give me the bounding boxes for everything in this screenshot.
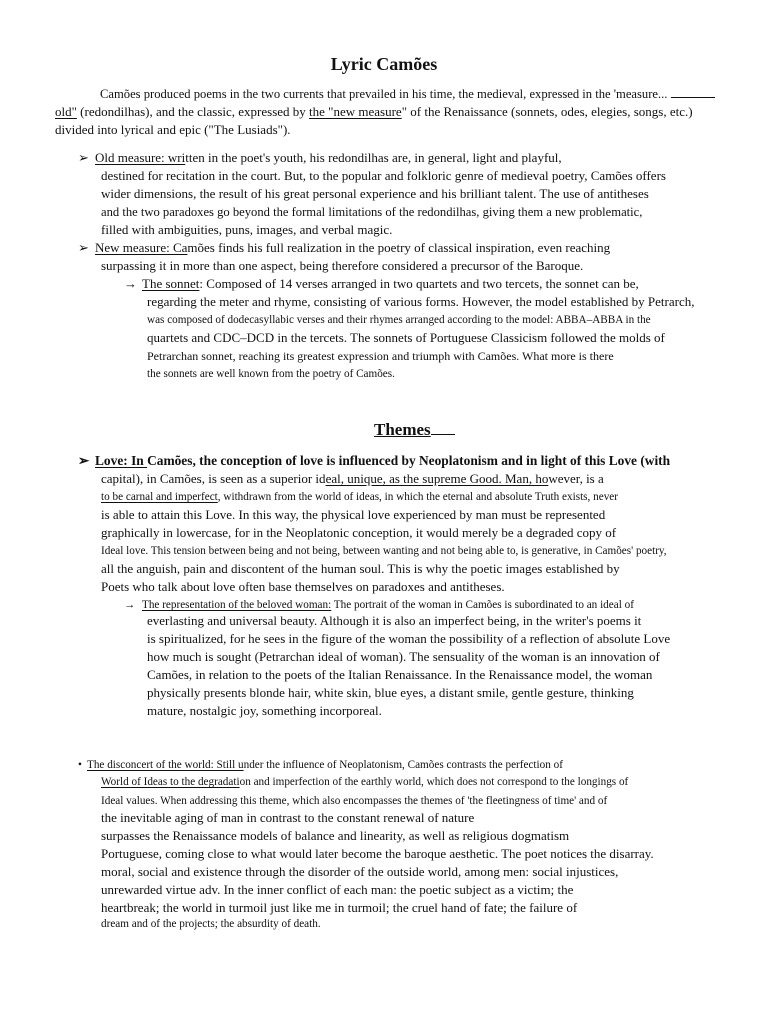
sonnet-line-4: quartets and CDC–DCD in the tercets. The sonnets of Portuguese Classicism followed the molds of (147, 330, 665, 345)
love-line-2: capital), in Camões, is seen as a superior ideal, unique, as the supreme Good. Man, however, is a (101, 471, 604, 486)
beloved-label: The representation of the beloved woman: (142, 599, 332, 611)
right-arrow-icon: → (124, 599, 136, 611)
love-line-3: to be carnal and imperfect, withdrawn from the world of ideas, in which the eternal and absolute Truth exists, never (101, 491, 618, 503)
love-item: ➢ Love: In Camões, the conception of love is influenced by Neoplatonism and in light of this Love (with (78, 453, 671, 468)
disconcert-line-9: heartbreak; the world in turmoil just like me in turmoil; the cruel hand of fate; the failure of (101, 900, 578, 915)
blank-line (671, 87, 715, 98)
old-measure-line-4: and the two paradoxes go beyond the formal limitations of the redondilhas, giving them a new problematic, (101, 205, 643, 219)
love-line-6: Ideal love. This tension between being and not being, between wanting and not being able to, is generative, in Camões' poetry, (101, 545, 667, 557)
love-line-7: all the anguish, pain and discontent of the human soul. This is why the poetic images established by (101, 561, 620, 576)
intro-line-3: divided into lyrical and epic ("The Lusiads"). (55, 122, 291, 137)
disconcert-line-5: surpasses the Renaissance models of balance and linearity, as well as religious dogmatism (101, 828, 570, 843)
old-measure-line-3: wider dimensions, the result of his great personal experience and his brilliant talent. The use of antitheses (101, 186, 649, 201)
love-line-8: Poets who talk about love often base themselves on paradoxes and antitheses. (101, 579, 505, 594)
old-measure-item: ➢ Old measure: written in the poet's youth, his redondilhas are, in general, light and playful, (78, 150, 562, 165)
disconcert-line-7: moral, social and existence through the disorder of the outside world, among men: social injustices, (101, 864, 619, 879)
beloved-line-7: mature, nostalgic joy, something incorporeal. (147, 703, 382, 718)
old-measure-line-2: destined for recitation in the court. But, to the popular and folkloric genre of medieval poetry, Camões offers (101, 168, 666, 183)
beloved-line-6: physically presents blonde hair, white skin, blue eyes, a distant smile, gentle gesture, thinking (147, 685, 634, 700)
sonnet-label: The sonnet (142, 276, 200, 291)
beloved-line-2: everlasting and universal beauty. Although it is also an imperfect being, in the writer's poems it (147, 613, 642, 628)
sonnet-line-2: regarding the meter and rhyme, consisting of various forms. However, the model established by Petrarch, (147, 294, 695, 309)
love-line-5: graphically in lowercase, for in the Neoplatonic conception, it would merely be a degraded copy of (101, 525, 617, 540)
new-measure-label: New measure: Ca (95, 240, 188, 255)
bullet-arrow-icon: ➢ (78, 453, 90, 468)
disconcert-line-4: the inevitable aging of man in contrast to the constant renewal of nature (101, 810, 475, 825)
themes-heading: Themes (374, 420, 455, 440)
document-title: Lyric Camões (330, 54, 438, 74)
disconcert-line-3: Ideal values. When addressing this theme, which also encompasses the themes of 'the fleetingness of time' and of (101, 795, 608, 807)
old-measure-label: Old measure: wri (95, 150, 186, 165)
disconcert-line-6: Portuguese, coming close to what would later become the baroque aesthetic. The poet notices the disarray. (101, 846, 654, 861)
beloved-line-5: Camões, in relation to the poets of the Italian Renaissance. In the Renaissance model, the woman (147, 667, 653, 682)
sonnet-item: → The sonnet: Composed of 14 verses arranged in two quartets and two tercets, the sonnet can be, (124, 276, 639, 291)
beloved-line-3: is spiritualized, for he sees in the figure of the woman the possibility of a reflection of absolute Love (147, 631, 671, 646)
disconcert-line-10: dream and of the projects; the absurdity of death. (101, 918, 321, 930)
bullet-dot-icon: • (78, 759, 82, 771)
sonnet-line-3: was composed of dodecasyllabic verses and their rhymes arranged according to the model: ABBA–ABBA in the (147, 314, 651, 326)
disconcert-label: The disconcert of the world: Still u (87, 759, 244, 771)
intro-line-1: Camões produced poems in the two currents that prevailed in his time, the medieval, expressed in the 'measure... (100, 86, 715, 102)
blank-line (431, 420, 455, 435)
new-measure-item: ➢ New measure: Camões finds his full realization in the poetry of classical inspiration, even reaching (78, 240, 611, 255)
beloved-line-4: how much is sought (Petrarchan ideal of woman). The sensuality of the woman is an innovation of (147, 649, 660, 664)
beloved-item: → The representation of the beloved woman: The portrait of the woman in Camões is subordinated to an ideal of (124, 599, 634, 611)
old-measure-line-5: filled with ambiguities, puns, images, and verbal magic. (101, 222, 393, 237)
disconcert-item: • The disconcert of the world: Still under the influence of Neoplatonism, Camões contrasts the perfection of (78, 759, 563, 771)
intro-line-2: old" (redondilhas), and the classic, expressed by the "new measure" of the Renaissance (sonnets, odes, elegies, songs, etc.) (55, 104, 693, 119)
bullet-arrow-icon: ➢ (78, 150, 89, 165)
disconcert-line-2: World of Ideas to the degradation and imperfection of the earthly world, which does not correspond to the longings of (101, 776, 629, 788)
new-measure-line-2: surpassing it in more than one aspect, being therefore considered a precursor of the Baroque. (101, 258, 584, 273)
sonnet-line-6: the sonnets are well known from the poetry of Camões. (147, 368, 395, 380)
bullet-arrow-icon: ➢ (78, 240, 89, 255)
love-label: Love: In (95, 453, 148, 468)
love-line-4: is able to attain this Love. In this way, the physical love experienced by man must be represented (101, 507, 606, 522)
disconcert-line-8: unrewarded virtue adv. In the inner conflict of each man: the poetic subject as a victim; the (101, 882, 574, 897)
right-arrow-icon: → (124, 276, 137, 291)
sonnet-line-5: Petrarchan sonnet, reaching its greatest expression and triumph with Camões. What more is there (147, 349, 614, 363)
